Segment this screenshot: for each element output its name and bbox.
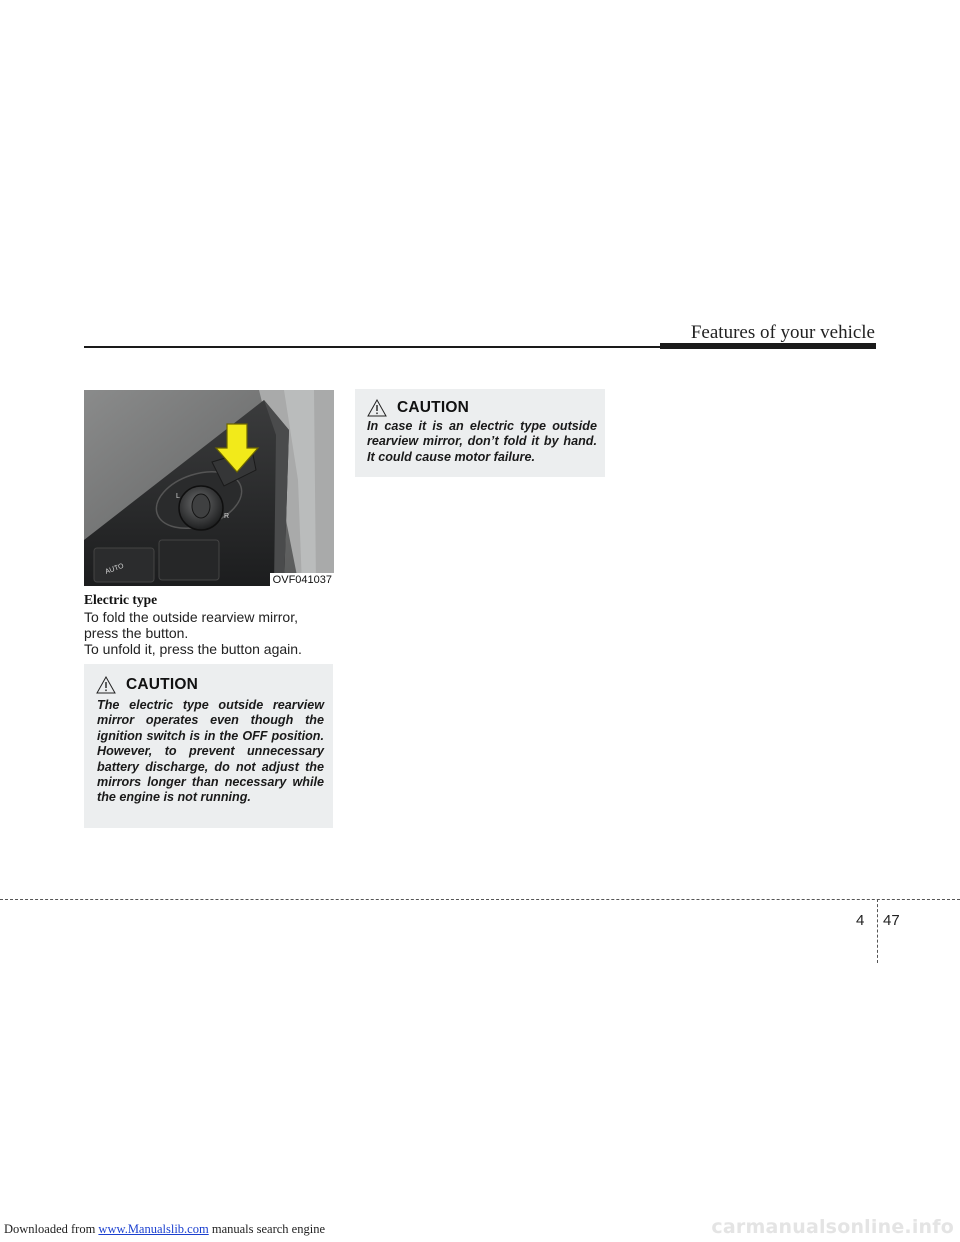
footer-prefix: Downloaded from bbox=[4, 1222, 99, 1236]
instruction-fold: To fold the outside rearview mirror, press the button. bbox=[84, 609, 298, 641]
switch-label-r: R bbox=[224, 513, 230, 520]
caution-text: In case it is an electric type outside rearview mirror, don’t fold it by hand. It could cause motor failure. bbox=[367, 419, 597, 464]
figure-code: OVF041037 bbox=[270, 573, 334, 586]
watermark: carmanualsonline.info bbox=[711, 1216, 954, 1238]
caution-box-left bbox=[84, 664, 333, 828]
mirror-switch-photo bbox=[84, 390, 334, 586]
page-number-divider bbox=[877, 899, 878, 963]
page-divider bbox=[0, 899, 960, 900]
caution-title: CAUTION bbox=[126, 676, 199, 693]
caution-title: CAUTION bbox=[397, 399, 470, 416]
section-heading: Electric type bbox=[84, 592, 158, 607]
page-number: 47 bbox=[883, 912, 900, 929]
instruction-unfold: To unfold it, press the button again. bbox=[84, 641, 302, 657]
switch-label-auto: AUTO bbox=[104, 562, 125, 576]
chapter-number: 4 bbox=[856, 912, 865, 929]
header-rule-accent bbox=[660, 343, 876, 349]
section-title: Features of your vehicle bbox=[690, 322, 875, 343]
warning-triangle-icon bbox=[367, 399, 387, 417]
caution-heading bbox=[367, 399, 469, 417]
manualslib-link[interactable]: www.Manualslib.com bbox=[98, 1222, 209, 1236]
caution-box-right bbox=[355, 389, 605, 477]
warning-triangle-icon bbox=[96, 676, 116, 694]
footer-suffix: manuals search engine bbox=[208, 1222, 325, 1236]
caution-text: The electric type outside rearview mirror operates even though the ignition switch is in the OFF position. However, to prevent unnecessary battery discharge, do not adjust the mirrors longer than necessary while the engine is not running. bbox=[97, 698, 324, 805]
caution-heading bbox=[96, 676, 198, 694]
download-footer bbox=[4, 1222, 325, 1237]
switch-label-l: L bbox=[176, 493, 180, 500]
